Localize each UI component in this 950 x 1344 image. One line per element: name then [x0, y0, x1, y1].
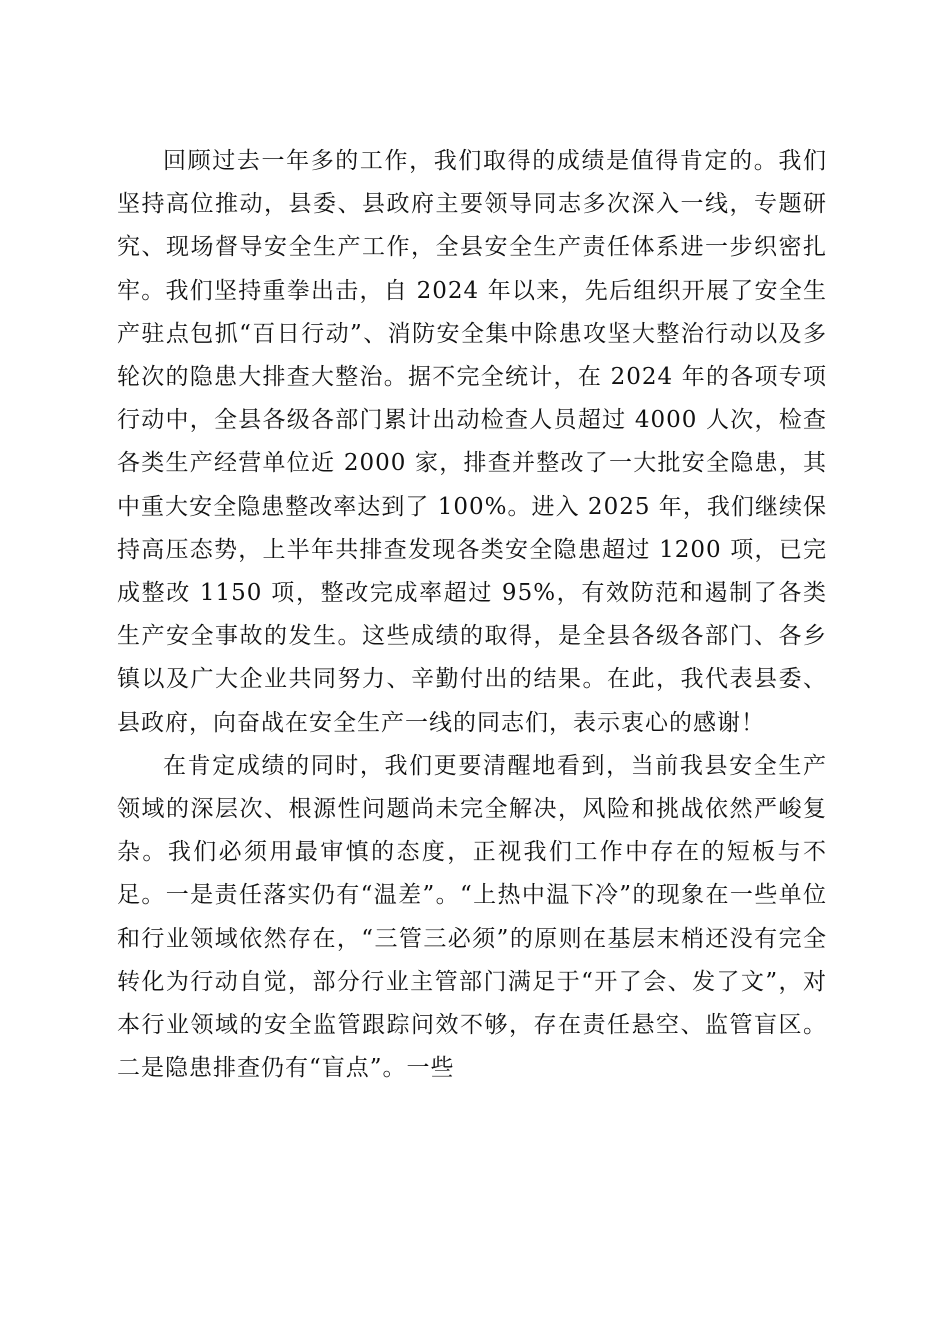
paragraph-shortcomings: 在肯定成绩的同时，我们更要清醒地看到，当前我县安全生产领域的深层次、根源性问题尚未完全解决，风险和挑战依然严峻复杂。我们必须用最审慎的态度，正视我们工作中存在的短板与不足。一是责任落实仍有“温差”。“上热中温下冷”的现象在一些单位和行业领域依然存在，“三管三必须”的原则在基层末梢还没有完全转化为行动自觉，部分行业主管部门满足于“开了会、发了文”，对本行业领域的安全监管跟踪问效不够，存在责任悬空、监管盲区。二是隐患排查仍有“盲点”。一些 — [117, 752, 827, 1082]
document-body — [117, 140, 827, 1090]
paragraph-achievements: 回顾过去一年多的工作，我们取得的成绩是值得肯定的。我们坚持高位推动，县委、县政府主要领导同志多次深入一线，专题研究、现场督导安全生产工作，全县安全生产责任体系进一步织密扎牢。我们坚持重拳出击，自 2024 年以来，先后组织开展了安全生产驻点包抓“百日行动”、消防安全集中除患攻坚大整治行动以及多轮次的隐患大排查大整治。据不完全统计，在 2024 年的各项专项行动中，全县各级各部门累计出动检查人员超过 4000 人次，检查各类生产经营单位近 2000 家，排查并整改了一大批安全隐患，其中重大安全隐患整改率达到了 100%。进入 2025 年，我们继续保持高压态势，上半年共排查发现各类安全隐患超过 1200 项，已完成整改 1150 项，整改完成率超过 95%，有效防范和遏制了各类生产安全事故的发生。这些成绩的取得，是全县各级各部门、各乡镇以及广大企业共同努力、辛勤付出的结果。在此，我代表县委、县政府，向奋战在安全生产一线的同志们，表示衷心的感谢！ — [117, 148, 827, 736]
